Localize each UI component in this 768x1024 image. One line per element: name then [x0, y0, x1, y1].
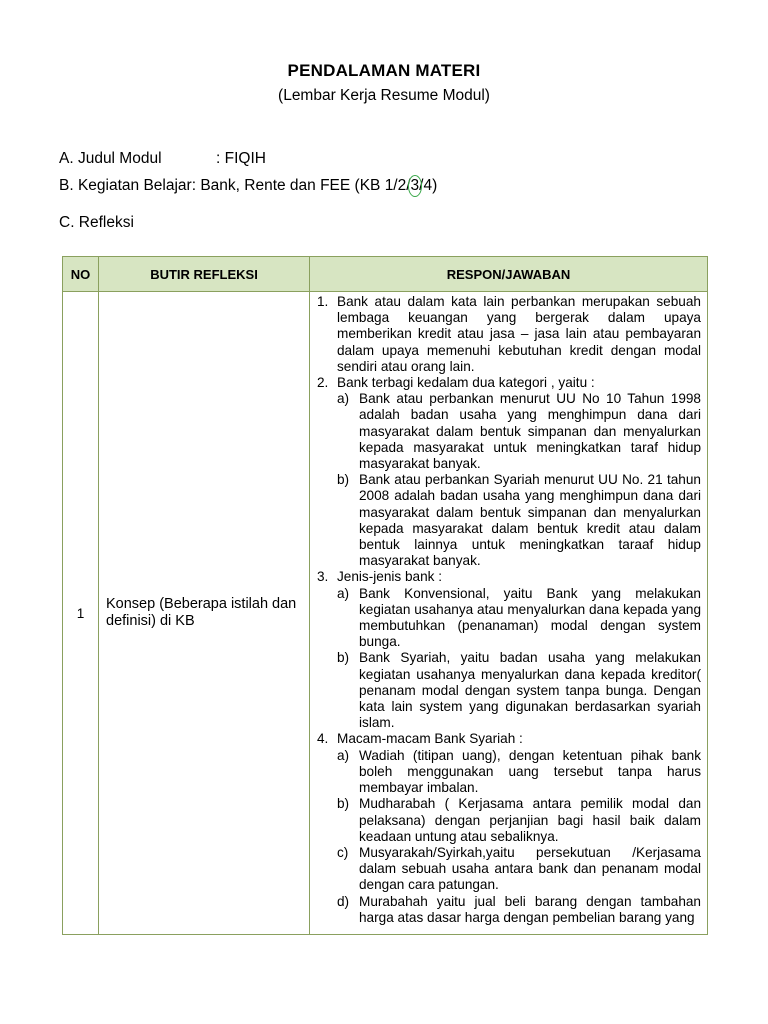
table-row	[63, 292, 708, 935]
response-item-body	[337, 375, 701, 569]
response-item-text: Bank atau dalam kata lain perbankan merupakan sebuah lembaga keuangan yang bergerak dalam upaya memberikan kredit atau jasa – jasa lain atau pembayaran dalam upaya memenuhi kebutuhan kredit dengan modal sendiri atau orang lain.	[337, 294, 701, 374]
response-item-body	[337, 731, 701, 925]
response-item-line	[314, 375, 701, 569]
response-item-line	[314, 569, 701, 731]
response-subitem-text: Wadiah (titipan uang), dengan ketentuan pihak bank boleh menggunakan uang tersebut tanpa harus membayar imbalan.	[359, 747, 701, 796]
response-subitem-text: Mudharabah ( Kerjasama antara pemilik modal dan pelaksana) dengan perjanjian bagi hasil baik dalam keadaan untung atau sebaliknya.	[359, 796, 701, 844]
butir-refleksi-cell: Konsep (Beberapa istilah dan definisi) di KB	[99, 292, 310, 935]
response-list	[314, 294, 701, 932]
response-subitem	[337, 391, 701, 472]
response-subitem-letter: c)	[337, 844, 349, 860]
response-subitem-letter: b)	[337, 650, 350, 666]
response-item-body	[337, 569, 701, 731]
response-item-line	[314, 294, 701, 375]
response-subitem-text: Bank Konvensional, yaitu Bank yang melakukan kegiatan usahanya atau menyalurkan dana kepada yang membutuhkan (penanaman) modal dengan system bunga.	[359, 585, 701, 650]
kegiatan-belajar-value-post: /4)	[419, 177, 438, 194]
kegiatan-belajar-highlight-circle: 3	[410, 177, 420, 194]
response-subitem	[337, 796, 701, 845]
response-subitem-letter: d)	[337, 893, 350, 909]
header-no: NO	[63, 257, 99, 292]
response-item-text: Bank terbagi kedalam dua kategori , yaitu :	[337, 375, 595, 391]
response-subitem	[337, 894, 701, 926]
header-butir-refleksi: BUTIR REFLEKSI	[99, 257, 310, 292]
response-subitem	[337, 845, 701, 894]
response-item-body	[337, 294, 701, 375]
response-subitem	[337, 748, 701, 797]
response-subitem-letter: b)	[337, 796, 350, 812]
response-item	[314, 375, 701, 569]
response-subitem	[337, 586, 701, 651]
response-item-text: Macam-macam Bank Syariah :	[337, 731, 523, 747]
response-subitem-letter: a)	[337, 747, 350, 763]
row-number: 1	[63, 292, 99, 935]
response-item-text: Jenis-jenis bank :	[337, 569, 443, 585]
response-subitem-text: Bank atau perbankan Syariah menurut UU No. 21 tahun 2008 adalah badan usaha yang menghimpun dana dari masyarakat dalam bentuk simpanan dan menyalurkan kepada masyarakat dalam bentuk kredit atau dalam bentuk lainnya untuk meningkatkan taraaf hidup masyarakat banyak.	[359, 472, 701, 569]
response-subitem-letter: b)	[337, 472, 350, 488]
page-title: PENDALAMAN MATERI	[287, 61, 481, 80]
response-item	[314, 731, 701, 925]
refleksi-label: C. Refleksi	[59, 214, 134, 231]
response-item-line	[314, 731, 701, 925]
response-item-number: 3.	[317, 569, 329, 585]
response-subitem-text: Bank atau perbankan menurut UU No 10 Tahun 1998 adalah badan usaha yang menghimpun dana dari masyarakat dalam bentuk simpanan dan menyalurkan kepada masyarakat untuk meningkatkan taraf hidup masyarakat banyak.	[359, 391, 701, 472]
response-subitem-letter: a)	[337, 585, 350, 601]
refleksi-table	[62, 256, 708, 935]
header-respon-jawaban: RESPON/JAWABAN	[310, 257, 708, 292]
response-subitem	[337, 650, 701, 731]
response-item	[314, 569, 701, 731]
kegiatan-belajar-line	[59, 177, 437, 195]
kegiatan-belajar-label: B. Kegiatan Belajar	[59, 177, 192, 194]
response-item-number: 4.	[317, 731, 329, 747]
judul-modul-value: : FIQIH	[216, 150, 266, 167]
response-subitem	[337, 472, 701, 569]
response-item-number: 2.	[317, 375, 329, 391]
response-subitem-text: Bank Syariah, yaitu badan usaha yang melakukan kegiatan usahanya menyalurkan dana kepada kreditor( penanam modal dengan system tanpa bunga. Dengan kata lain system yang digunakan berdasarkan syariah islam.	[359, 650, 701, 731]
kegiatan-belajar-value-pre: : Bank, Rente dan FEE (KB 1/2/	[191, 177, 411, 194]
judul-modul-line	[59, 150, 266, 168]
page-subtitle: (Lembar Kerja Resume Modul)	[278, 87, 490, 104]
table-header-row	[63, 257, 708, 292]
response-subitem-text: Murabahah yaitu jual beli barang dengan tambahan harga atas dasar harga dengan pembelian barang yang	[359, 893, 701, 925]
response-subitem-letter: a)	[337, 391, 350, 407]
judul-modul-label: A. Judul Modul	[59, 150, 162, 167]
response-subitem-text: Musyarakah/Syirkah,yaitu persekutuan /Kerjasama dalam sebuah usaha antara bank dan penanam modal dengan cara patungan.	[359, 844, 701, 893]
respon-jawaban-cell	[310, 292, 708, 935]
response-item	[314, 294, 701, 375]
response-item-number: 1.	[317, 294, 329, 309]
